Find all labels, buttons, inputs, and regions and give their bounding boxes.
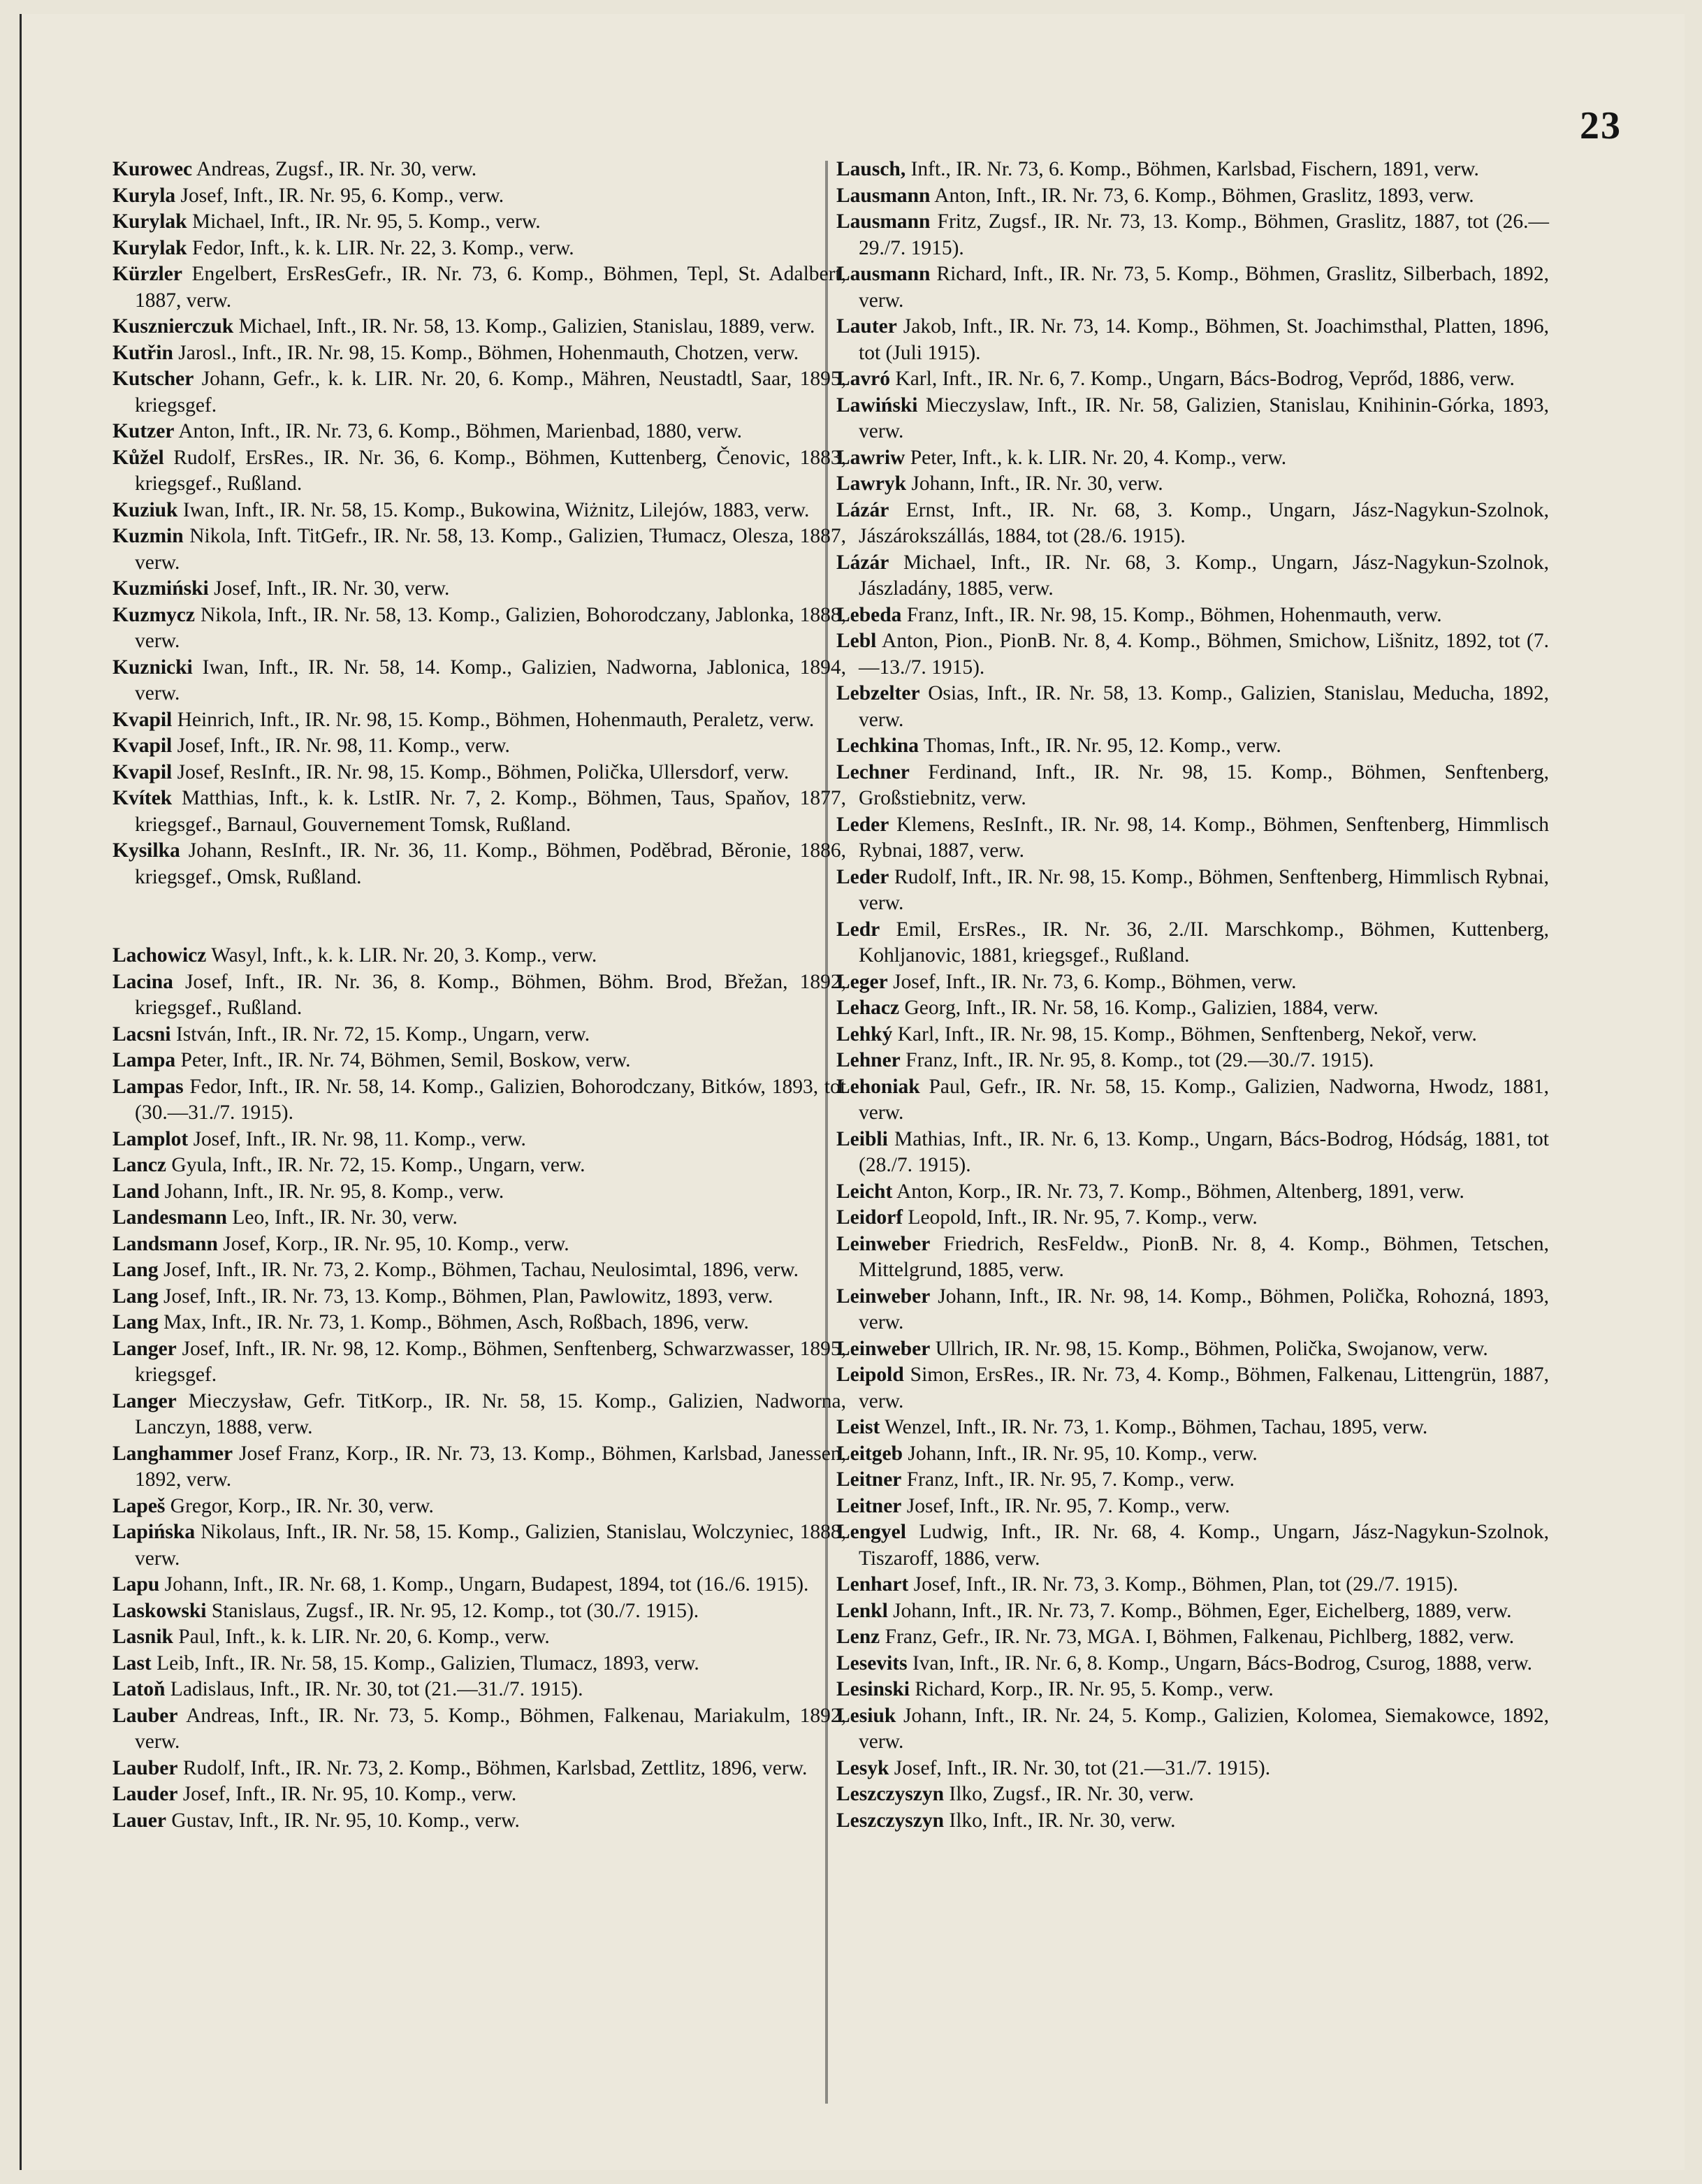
list-item (112, 157, 846, 183)
entry-group-right (836, 157, 1549, 1834)
list-item (836, 1598, 1549, 1625)
list-item (112, 209, 846, 236)
entry-surname: Kvítek (112, 787, 173, 809)
list-item (112, 969, 846, 1022)
list-item (112, 1152, 846, 1179)
list-item (112, 1494, 846, 1520)
list-item (112, 707, 846, 734)
entry-surname: Leszczyszyn (836, 1809, 945, 1832)
entry-surname: Lavró (836, 368, 891, 390)
list-item (112, 1022, 846, 1048)
entry-surname: Kvapil (112, 735, 173, 757)
entry-surname: Kurylak (112, 236, 187, 259)
list-item (112, 1756, 846, 1782)
entry-details: Ivan, Inft., IR. Nr. 6, 8. Komp., Ungarn, Bács-Bodrog, Csurog, 1888, verw. (912, 1651, 1533, 1675)
list-item (836, 1703, 1549, 1756)
entry-surname: Lesevits (836, 1651, 908, 1675)
entry-details: Josef, Inft., IR. Nr. 98, 11. Komp., verw. (193, 1127, 526, 1150)
entry-details: Rudolf, Inft., IR. Nr. 73, 2. Komp., Böhmen, Karlsbad, Zettlitz, 1896, verw. (182, 1756, 808, 1779)
entry-details: Ludwig, Inft., IR. Nr. 68, 4. Komp., Ungarn, Jász-Nagykun-Szolnok, Tiszaroff, 1886, verw. (859, 1521, 1549, 1570)
entry-details: Gregor, Korp., IR. Nr. 30, verw. (170, 1494, 434, 1517)
list-item (836, 733, 1549, 760)
entry-surname: Lenhart (836, 1573, 909, 1596)
entry-details: Josef, Inft., IR. Nr. 95, 10. Komp., verw. (182, 1783, 517, 1805)
entry-surname: Lawriw (836, 446, 905, 469)
entry-surname: Lauber (112, 1704, 178, 1727)
entry-surname: Ledr (836, 918, 880, 941)
entry-details: Franz, Inft., IR. Nr. 95, 8. Komp., tot (29.—30./7. 1915). (905, 1049, 1374, 1071)
list-item (112, 523, 846, 576)
entry-details: Iwan, Inft., IR. Nr. 58, 15. Komp., Bukowina, Wiżnitz, Lilejów, 1883, verw. (182, 498, 810, 521)
entry-details: Jarosl., Inft., IR. Nr. 98, 15. Komp., Böhmen, Hohenmauth, Chotzen, verw. (178, 341, 799, 364)
list-item (836, 1074, 1549, 1127)
entry-surname: Leitner (836, 1468, 902, 1491)
list-item (836, 1494, 1549, 1520)
entry-surname: Leger (836, 970, 888, 993)
entry-details: Paul, Inft., k. k. LIR. Nr. 20, 6. Komp., verw. (178, 1626, 550, 1648)
list-item (836, 471, 1549, 498)
list-item (112, 419, 846, 445)
entry-surname: Kusznierczuk (112, 315, 234, 338)
entry-details: Josef, Inft., IR. Nr. 73, 6. Komp., Böhmen, verw. (893, 970, 1297, 993)
list-item (836, 1205, 1549, 1231)
entry-details: Josef, Inft., IR. Nr. 73, 3. Komp., Böhmen, Plan, tot (29./7. 1915). (913, 1573, 1458, 1596)
list-item (836, 498, 1549, 550)
entry-surname: Lehký (836, 1022, 893, 1046)
list-item (836, 1231, 1549, 1284)
entry-details: Michael, Inft., IR. Nr. 95, 5. Komp., verw. (191, 210, 541, 233)
entry-surname: Leitgeb (836, 1442, 903, 1465)
entry-details: Josef, Inft., IR. Nr. 30, tot (21.—31./7. 1915). (894, 1756, 1271, 1779)
entry-details: Johann, Inft., IR. Nr. 95, 10. Komp., verw. (908, 1442, 1258, 1465)
right-column (836, 157, 1549, 1834)
entry-details: Anton, Pion., PionB. Nr. 8, 4. Komp., Böhmen, Smichow, Lišnitz, 1892, tot (7.—13./7. 1915). (859, 630, 1549, 679)
entry-surname: Land (112, 1180, 160, 1203)
entry-surname: Lachowicz (112, 944, 207, 967)
entry-details: Ilko, Inft., IR. Nr. 30, verw. (949, 1809, 1176, 1832)
entry-details: Wenzel, Inft., IR. Nr. 73, 1. Komp., Böhmen, Tachau, 1895, verw. (885, 1416, 1428, 1438)
entry-details: Inft., IR. Nr. 73, 6. Komp., Böhmen, Karlsbad, Fischern, 1891, verw. (910, 158, 1479, 180)
list-item (836, 1415, 1549, 1441)
entry-surname: Leicht (836, 1180, 893, 1203)
list-item (112, 838, 846, 890)
entry-surname: Lázár (836, 498, 889, 521)
entry-details: Karl, Inft., IR. Nr. 6, 7. Komp., Ungarn, Bács-Bodrog, Veprőd, 1886, verw. (895, 368, 1515, 390)
entry-surname: Kutzer (112, 420, 175, 442)
entry-details: Fedor, Inft., IR. Nr. 58, 14. Komp., Galizien, Bohorodczany, Bitków, 1893, tot (30.—31./7. 1915). (135, 1075, 846, 1124)
entry-details: Klemens, ResInft., IR. Nr. 98, 14. Komp., Böhmen, Senftenberg, Himmlisch Rybnai, 1887, verw. (859, 813, 1550, 862)
entry-surname: Leinweber (836, 1285, 931, 1308)
entry-details: Peter, Inft., k. k. LIR. Nr. 20, 4. Komp., verw. (910, 446, 1287, 469)
list-item (836, 1572, 1549, 1598)
entry-surname: Lehacz (836, 997, 900, 1019)
entry-surname: Kuzmin (112, 525, 184, 547)
entry-details: Johann, Inft., IR. Nr. 24, 5. Komp., Galizien, Kolomea, Siemakowce, 1892, verw. (859, 1704, 1549, 1753)
entry-details: Leib, Inft., IR. Nr. 58, 15. Komp., Galizien, Tlumacz, 1893, verw. (157, 1651, 699, 1675)
list-item (112, 576, 846, 602)
entry-surname: Leinweber (836, 1337, 931, 1360)
list-item (836, 366, 1549, 393)
entry-group-k (112, 157, 846, 890)
entry-surname: Kuzmiński (112, 577, 209, 600)
entry-surname: Lampas (112, 1075, 184, 1098)
entry-details: Anton, Inft., IR. Nr. 73, 6. Komp., Böhmen, Marienbad, 1880, verw. (178, 420, 742, 442)
list-item (112, 1127, 846, 1153)
entry-surname: Lancz (112, 1154, 167, 1176)
document-page (20, 14, 1685, 2170)
entry-details: Josef, Inft., IR. Nr. 30, verw. (214, 577, 450, 600)
entry-details: Jakob, Inft., IR. Nr. 73, 14. Komp., Böhmen, St. Joachimsthal, Platten, 1896, tot (Juli 1915). (859, 315, 1549, 364)
list-item (836, 314, 1549, 366)
list-item (836, 1284, 1549, 1336)
entry-surname: Kutscher (112, 368, 194, 390)
entry-surname: Kuziuk (112, 498, 178, 521)
entry-surname: Lehoniak (836, 1075, 920, 1098)
entry-surname: Leinweber (836, 1232, 931, 1255)
list-item (836, 1362, 1549, 1415)
entry-surname: Lauber (112, 1756, 178, 1779)
list-item (836, 261, 1549, 314)
entry-details: Mieczyslaw, Inft., IR. Nr. 58, Galizien, Stanislau, Knihinin-Górka, 1893, verw. (859, 393, 1550, 442)
entry-details: Simon, ErsRes., IR. Nr. 73, 4. Komp., Böhmen, Falkenau, Littengrün, 1887, verw. (859, 1364, 1549, 1412)
entry-surname: Lesinski (836, 1678, 910, 1700)
list-item (836, 865, 1549, 917)
entry-details: Matthias, Inft., k. k. LstIR. Nr. 7, 2. Komp., Böhmen, Taus, Spaňov, 1877, kriegsgef., Barnaul, Gouvernement Tomsk, Rußland. (135, 787, 847, 836)
entry-details: Johann, Inft., IR. Nr. 73, 7. Komp., Böhmen, Eger, Eichelberg, 1889, verw. (893, 1599, 1512, 1622)
list-item (112, 1677, 846, 1703)
entry-details: Mathias, Inft., IR. Nr. 6, 13. Komp., Ungarn, Bács-Bodrog, Hódság, 1881, tot (28./7. 1915). (859, 1127, 1549, 1176)
entry-details: Josef, Inft., IR. Nr. 73, 13. Komp., Böhmen, Plan, Pawlowitz, 1893, verw. (163, 1285, 773, 1308)
list-item (112, 1205, 846, 1231)
entry-details: Heinrich, Inft., IR. Nr. 98, 15. Komp., Böhmen, Hohenmauth, Peraletz, verw. (177, 708, 815, 731)
entry-details: Josef, Inft., IR. Nr. 73, 2. Komp., Böhmen, Tachau, Neulosimtal, 1896, verw. (163, 1259, 799, 1281)
entry-details: Leopold, Inft., IR. Nr. 95, 7. Komp., verw. (908, 1206, 1258, 1229)
list-item (836, 760, 1549, 812)
entry-surname: Kuryla (112, 184, 176, 207)
entry-details: Gyula, Inft., IR. Nr. 72, 15. Komp., Ungarn, verw. (171, 1154, 585, 1176)
entry-surname: Kurylak (112, 210, 187, 233)
entry-details: Johann, ResInft., IR. Nr. 36, 11. Komp., Böhmen, Poděbrad, Běronie, 1886, kriegsgef., Omsk, Rußland. (135, 839, 847, 888)
entry-surname: Langhammer (112, 1442, 233, 1465)
list-item (112, 1624, 846, 1651)
list-item (836, 1781, 1549, 1808)
entry-details: Anton, Korp., IR. Nr. 73, 7. Komp., Böhmen, Altenberg, 1891, verw. (896, 1180, 1464, 1203)
entry-surname: Laskowski (112, 1599, 207, 1622)
entry-details: Andreas, Inft., IR. Nr. 73, 5. Komp., Böhmen, Falkenau, Mariakulm, 1892, verw. (135, 1704, 846, 1753)
entry-surname: Leipold (836, 1364, 904, 1386)
entry-surname: Last (112, 1651, 152, 1675)
list-item (112, 602, 846, 655)
entry-surname: Leszczyszyn (836, 1783, 945, 1805)
entry-details: István, Inft., IR. Nr. 72, 15. Komp., Ungarn, verw. (175, 1022, 590, 1046)
entry-surname: Kůžel (112, 446, 164, 469)
entry-details: Ullrich, IR. Nr. 98, 15. Komp., Böhmen, Polička, Swojanow, verw. (935, 1337, 1488, 1360)
entry-surname: Lauer (112, 1809, 167, 1832)
entry-details: Josef, Inft., IR. Nr. 95, 6. Komp., verw. (180, 184, 504, 207)
entry-details: Osias, Inft., IR. Nr. 58, 13. Komp., Galizien, Stanislau, Meducha, 1892, verw. (859, 682, 1549, 731)
entry-surname: Kvapil (112, 708, 173, 731)
entry-surname: Kürzler (112, 263, 182, 285)
list-item (112, 445, 846, 498)
entry-details: Richard, Inft., IR. Nr. 73, 5. Komp., Böhmen, Graslitz, Silberbach, 1892, verw. (859, 263, 1550, 312)
list-item (112, 1389, 846, 1441)
entry-surname: Kuzmycz (112, 603, 195, 626)
entry-details: Thomas, Inft., IR. Nr. 95, 12. Komp., verw. (923, 735, 1281, 757)
entry-surname: Leder (836, 813, 889, 836)
list-item (112, 1651, 846, 1677)
entry-details: Fritz, Zugsf., IR. Nr. 73, 13. Komp., Böhmen, Graslitz, 1887, tot (26.—29./7. 1915). (859, 210, 1550, 259)
list-item (112, 1808, 846, 1835)
entry-details: Josef, ResInft., IR. Nr. 98, 15. Komp., Böhmen, Polička, Ullersdorf, verw. (177, 760, 790, 783)
list-item (112, 733, 846, 760)
list-item (836, 1441, 1549, 1468)
entry-surname: Lapińska (112, 1521, 196, 1543)
entry-surname: Kvapil (112, 760, 173, 783)
list-item (112, 261, 846, 314)
entry-surname: Kutřin (112, 341, 173, 364)
entry-details: Franz, Inft., IR. Nr. 98, 15. Komp., Böhmen, Hohenmauth, verw. (906, 603, 1442, 626)
entry-details: Wasyl, Inft., k. k. LIR. Nr. 20, 3. Komp., verw. (211, 944, 597, 967)
list-item (836, 1336, 1549, 1363)
entry-surname: Latoň (112, 1678, 166, 1700)
entry-details: Nikola, Inft., IR. Nr. 58, 13. Komp., Galizien, Bohorodczany, Jablonka, 1888, verw. (135, 603, 846, 652)
list-item (112, 1310, 846, 1336)
left-column (112, 157, 846, 1834)
entry-surname: Kurowec (112, 158, 193, 180)
list-item (112, 1441, 846, 1494)
entry-details: Ladislaus, Inft., IR. Nr. 30, tot (21.—31./7. 1915). (170, 1678, 583, 1700)
entry-details: Franz, Gefr., IR. Nr. 73, MGA. I, Böhmen, Falkenau, Pichlberg, 1882, verw. (885, 1626, 1515, 1648)
entry-details: Rudolf, Inft., IR. Nr. 98, 15. Komp., Böhmen, Senftenberg, Himmlisch Rybnai, verw. (859, 865, 1550, 914)
list-item (112, 498, 846, 524)
entry-group-l (112, 943, 846, 1834)
entry-details: Fedor, Inft., k. k. LIR. Nr. 22, 3. Komp., verw. (191, 236, 574, 259)
list-item (836, 1467, 1549, 1494)
list-item (836, 550, 1549, 602)
entry-surname: Lenkl (836, 1599, 888, 1622)
entry-surname: Leist (836, 1416, 880, 1438)
entry-details: Johann, Inft., IR. Nr. 95, 8. Komp., verw. (164, 1180, 504, 1203)
list-item (836, 1756, 1549, 1782)
entry-surname: Lacina (112, 970, 173, 993)
entry-surname: Lauter (836, 315, 897, 338)
entry-surname: Lamplot (112, 1127, 189, 1150)
entry-details: Mieczysław, Gefr. TitKorp., IR. Nr. 58, 15. Komp., Galizien, Nadworna, Lanczyn, 1888, verw. (135, 1389, 847, 1438)
entry-surname: Lebzelter (836, 682, 920, 704)
entry-details: Iwan, Inft., IR. Nr. 58, 14. Komp., Galizien, Nadworna, Jablonica, 1894, verw. (135, 656, 847, 704)
entry-surname: Lasnik (112, 1626, 173, 1648)
entry-surname: Lengyel (836, 1521, 906, 1543)
entry-details: Stanislaus, Zugsf., IR. Nr. 95, 12. Komp., tot (30./7. 1915). (211, 1599, 699, 1622)
list-item (836, 183, 1549, 210)
entry-details: Nikolaus, Inft., IR. Nr. 58, 15. Komp., Galizien, Stanislau, Wolczyniec, 1888, verw. (135, 1521, 847, 1570)
entry-surname: Lehner (836, 1049, 901, 1071)
entry-surname: Leitner (836, 1494, 902, 1517)
entry-details: Rudolf, ErsRes., IR. Nr. 36, 6. Komp., Böhmen, Kuttenberg, Čenovic, 1883, kriegsgef., Rußland. (135, 446, 847, 495)
entry-surname: Leibli (836, 1127, 888, 1150)
entry-details: Josef, Korp., IR. Nr. 95, 10. Komp., verw. (223, 1232, 569, 1255)
list-item (836, 917, 1549, 969)
entry-surname: Lechner (836, 760, 910, 783)
list-item (112, 1179, 846, 1206)
list-item (112, 183, 846, 210)
list-item (836, 602, 1549, 629)
entry-details: Anton, Inft., IR. Nr. 73, 6. Komp., Böhmen, Graslitz, 1893, verw. (934, 184, 1474, 207)
list-item (112, 1572, 846, 1598)
entry-surname: Lang (112, 1259, 159, 1281)
entry-surname: Lebl (836, 630, 877, 652)
entry-surname: Lázár (836, 551, 889, 574)
list-item (836, 1048, 1549, 1074)
entry-surname: Langer (112, 1337, 177, 1360)
entry-details: Friedrich, ResFeldw., PionB. Nr. 8, 4. Komp., Böhmen, Tetschen, Mittelgrund, 1885, verw. (859, 1232, 1550, 1281)
list-item (112, 1703, 846, 1756)
entry-details: Paul, Gefr., IR. Nr. 58, 15. Komp., Galizien, Nadworna, Hwodz, 1881, verw. (859, 1075, 1550, 1124)
list-item (112, 236, 846, 262)
entry-details: Gustav, Inft., IR. Nr. 95, 10. Komp., verw. (171, 1809, 520, 1832)
entry-details: Emil, ErsRes., IR. Nr. 36, 2./II. Marschkomp., Böhmen, Kuttenberg, Kohljanovic, 1881, kriegsgef., Rußland. (859, 918, 1549, 967)
entry-surname: Lausch, (836, 158, 906, 180)
list-item (836, 1677, 1549, 1703)
entry-details: Josef, Inft., IR. Nr. 98, 11. Komp., verw. (177, 735, 510, 757)
entry-surname: Leidorf (836, 1206, 903, 1229)
entry-surname: Lausmann (836, 263, 931, 285)
entry-surname: Lang (112, 1311, 159, 1333)
list-item (836, 812, 1549, 865)
list-item (836, 1127, 1549, 1179)
entry-surname: Lausmann (836, 210, 931, 233)
entry-details: Ferdinand, Inft., IR. Nr. 98, 15. Komp., Böhmen, Senftenberg, Großstiebnitz, verw. (859, 760, 1549, 809)
entry-details: Michael, Inft., IR. Nr. 68, 3. Komp., Ungarn, Jász-Nagykun-Szolnok, Jászladány, 1885, verw. (859, 551, 1550, 600)
entry-surname: Lechkina (836, 735, 919, 757)
section-gap (112, 890, 846, 943)
entry-details: Franz, Inft., IR. Nr. 95, 7. Komp., verw. (906, 1468, 1235, 1491)
list-item (112, 340, 846, 367)
entry-details: Johann, Inft., IR. Nr. 68, 1. Komp., Ungarn, Budapest, 1894, tot (16./6. 1915). (164, 1573, 809, 1596)
entry-details: Ilko, Zugsf., IR. Nr. 30, verw. (949, 1783, 1194, 1805)
list-item (112, 1257, 846, 1284)
list-item (112, 1781, 846, 1808)
entry-surname: Lauder (112, 1783, 178, 1805)
list-item (836, 1651, 1549, 1677)
list-item (836, 1624, 1549, 1651)
entry-surname: Lawryk (836, 472, 906, 495)
entry-surname: Lacsni (112, 1022, 171, 1046)
entry-surname: Lapeš (112, 1494, 166, 1517)
list-item (836, 995, 1549, 1022)
entry-details: Georg, Inft., IR. Nr. 58, 16. Komp., Galizien, 1884, verw. (904, 997, 1379, 1019)
entry-surname: Lesiuk (836, 1704, 896, 1727)
list-item (112, 943, 846, 969)
list-item (836, 393, 1549, 445)
list-item (836, 157, 1549, 183)
entry-surname: Kuznicki (112, 656, 193, 679)
list-item (112, 1284, 846, 1310)
list-item (836, 1179, 1549, 1206)
list-item (836, 1808, 1549, 1835)
entry-surname: Lebeda (836, 603, 902, 626)
entry-surname: Leder (836, 865, 889, 888)
entry-details: Richard, Korp., IR. Nr. 95, 5. Komp., verw. (915, 1678, 1274, 1700)
entry-details: Engelbert, ErsResGefr., IR. Nr. 73, 6. Komp., Böhmen, Tepl, St. Adalbert, 1887, verw. (135, 263, 847, 312)
entry-details: Johann, Inft., IR. Nr. 30, verw. (911, 472, 1163, 495)
list-item (836, 209, 1549, 261)
list-item (112, 1074, 846, 1127)
entry-surname: Lawiński (836, 393, 918, 417)
list-item (112, 366, 846, 419)
entry-surname: Landesmann (112, 1206, 227, 1229)
list-item (112, 1598, 846, 1625)
entry-surname: Landsmann (112, 1232, 218, 1255)
entry-surname: Lesyk (836, 1756, 889, 1779)
entry-details: Karl, Inft., IR. Nr. 98, 15. Komp., Böhmen, Senftenberg, Nekoř, verw. (897, 1022, 1477, 1046)
entry-details: Josef, Inft., IR. Nr. 95, 7. Komp., verw. (906, 1494, 1230, 1517)
entry-surname: Kysilka (112, 839, 180, 862)
entry-surname: Langer (112, 1389, 177, 1412)
entry-details: Josef Franz, Korp., IR. Nr. 73, 13. Komp., Böhmen, Karlsbad, Janessen, 1892, verw. (135, 1442, 847, 1491)
entry-details: Nikola, Inft. TitGefr., IR. Nr. 58, 13. Komp., Galizien, Tłumacz, Olesza, 1887, verw. (135, 525, 846, 574)
list-item (112, 1336, 846, 1389)
entry-surname: Lang (112, 1285, 159, 1308)
entry-details: Leo, Inft., IR. Nr. 30, verw. (232, 1206, 458, 1229)
entry-details: Peter, Inft., IR. Nr. 74, Böhmen, Semil, Boskow, verw. (180, 1049, 631, 1071)
page-number: 23 (1580, 104, 1622, 147)
list-item (836, 969, 1549, 996)
list-item (112, 786, 846, 838)
list-item (836, 681, 1549, 733)
entry-surname: Lampa (112, 1049, 176, 1071)
entry-details: Michael, Inft., IR. Nr. 58, 13. Komp., Galizien, Stanislau, 1889, verw. (238, 315, 815, 338)
entry-details: Johann, Inft., IR. Nr. 98, 14. Komp., Böhmen, Polička, Rohozná, 1893, verw. (859, 1285, 1550, 1333)
entry-details: Johann, Gefr., k. k. LIR. Nr. 20, 6. Komp., Mähren, Neustadtl, Saar, 1895, kriegsgef. (135, 368, 846, 417)
list-item (112, 760, 846, 786)
entry-details: Andreas, Zugsf., IR. Nr. 30, verw. (196, 158, 477, 180)
list-item (836, 1519, 1549, 1572)
list-item (112, 1231, 846, 1258)
entry-details: Ernst, Inft., IR. Nr. 68, 3. Komp., Ungarn, Jász-Nagykun-Szolnok, Jászárokszállás, 1884, tot (28./6. 1915). (859, 498, 1549, 547)
entry-details: Josef, Inft., IR. Nr. 36, 8. Komp., Böhmen, Böhm. Brod, Břežan, 1892, kriegsgef., Rußland. (135, 970, 846, 1019)
list-item (836, 445, 1549, 472)
entry-surname: Lenz (836, 1626, 880, 1648)
entry-details: Josef, Inft., IR. Nr. 98, 12. Komp., Böhmen, Senftenberg, Schwarzwasser, 1895, kriegsgef. (135, 1337, 847, 1386)
list-item (112, 655, 846, 707)
list-item (112, 1048, 846, 1074)
list-item (836, 1022, 1549, 1048)
list-item (112, 314, 846, 340)
entry-surname: Lapu (112, 1573, 160, 1596)
entry-surname: Lausmann (836, 184, 931, 207)
list-item (112, 1519, 846, 1572)
entry-details: Max, Inft., IR. Nr. 73, 1. Komp., Böhmen, Asch, Roßbach, 1896, verw. (163, 1311, 749, 1333)
list-item (836, 628, 1549, 681)
